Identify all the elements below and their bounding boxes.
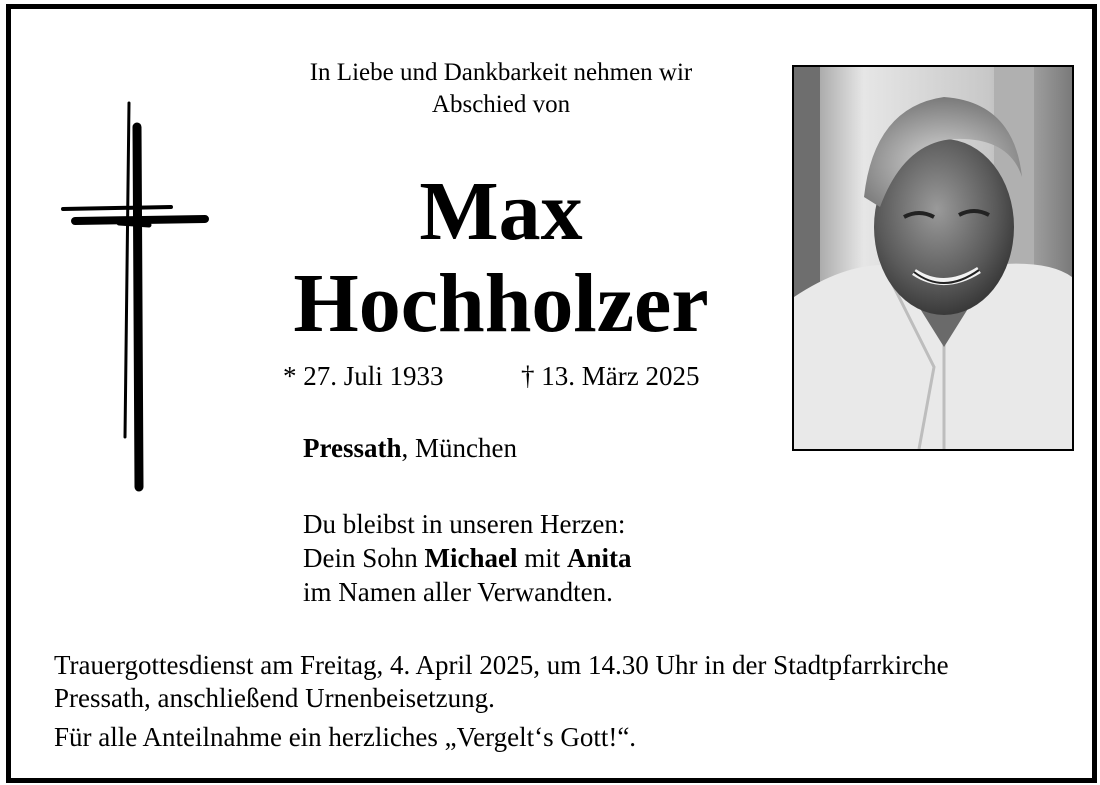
- portrait-photo: [792, 65, 1074, 451]
- death-date: † 13. März 2025: [521, 361, 700, 391]
- intro-line-2: Abschied von: [431, 91, 571, 118]
- birth-date: * 27. Juli 1933: [283, 361, 444, 391]
- partner-name: Anita: [567, 543, 632, 573]
- closing-mid: mit: [517, 543, 567, 573]
- closing-line-3: im Namen aller Verwandten.: [303, 577, 613, 607]
- service-line-1: Trauergottesdienst am Freitag, 4. April 2025, um 14.30 Uhr in der Stadtpfarrkirche: [54, 650, 949, 680]
- service-info: [54, 649, 949, 754]
- son-name: Michael: [424, 543, 518, 573]
- place-of-residence: [303, 433, 517, 464]
- first-name: Max: [419, 165, 583, 258]
- closing-prefix: Dein Sohn: [303, 543, 425, 573]
- place-rest: , München: [401, 433, 517, 463]
- thanks-line: Für alle Anteilnahme ein herzliches „Vergelt‘s Gott!“.: [54, 722, 637, 752]
- last-name: Hochholzer: [293, 257, 709, 350]
- intro-line-1: In Liebe und Dankbarkeit nehmen wir: [309, 59, 693, 86]
- place-primary: Pressath: [303, 433, 402, 463]
- obituary-frame: [6, 4, 1097, 783]
- service-line-2: Pressath, anschließend Urnenbeisetzung.: [54, 683, 495, 713]
- closing-line-2: [303, 541, 632, 575]
- closing-line-1: Du bleibst in unseren Herzen:: [303, 509, 626, 539]
- closing-text: [303, 507, 632, 609]
